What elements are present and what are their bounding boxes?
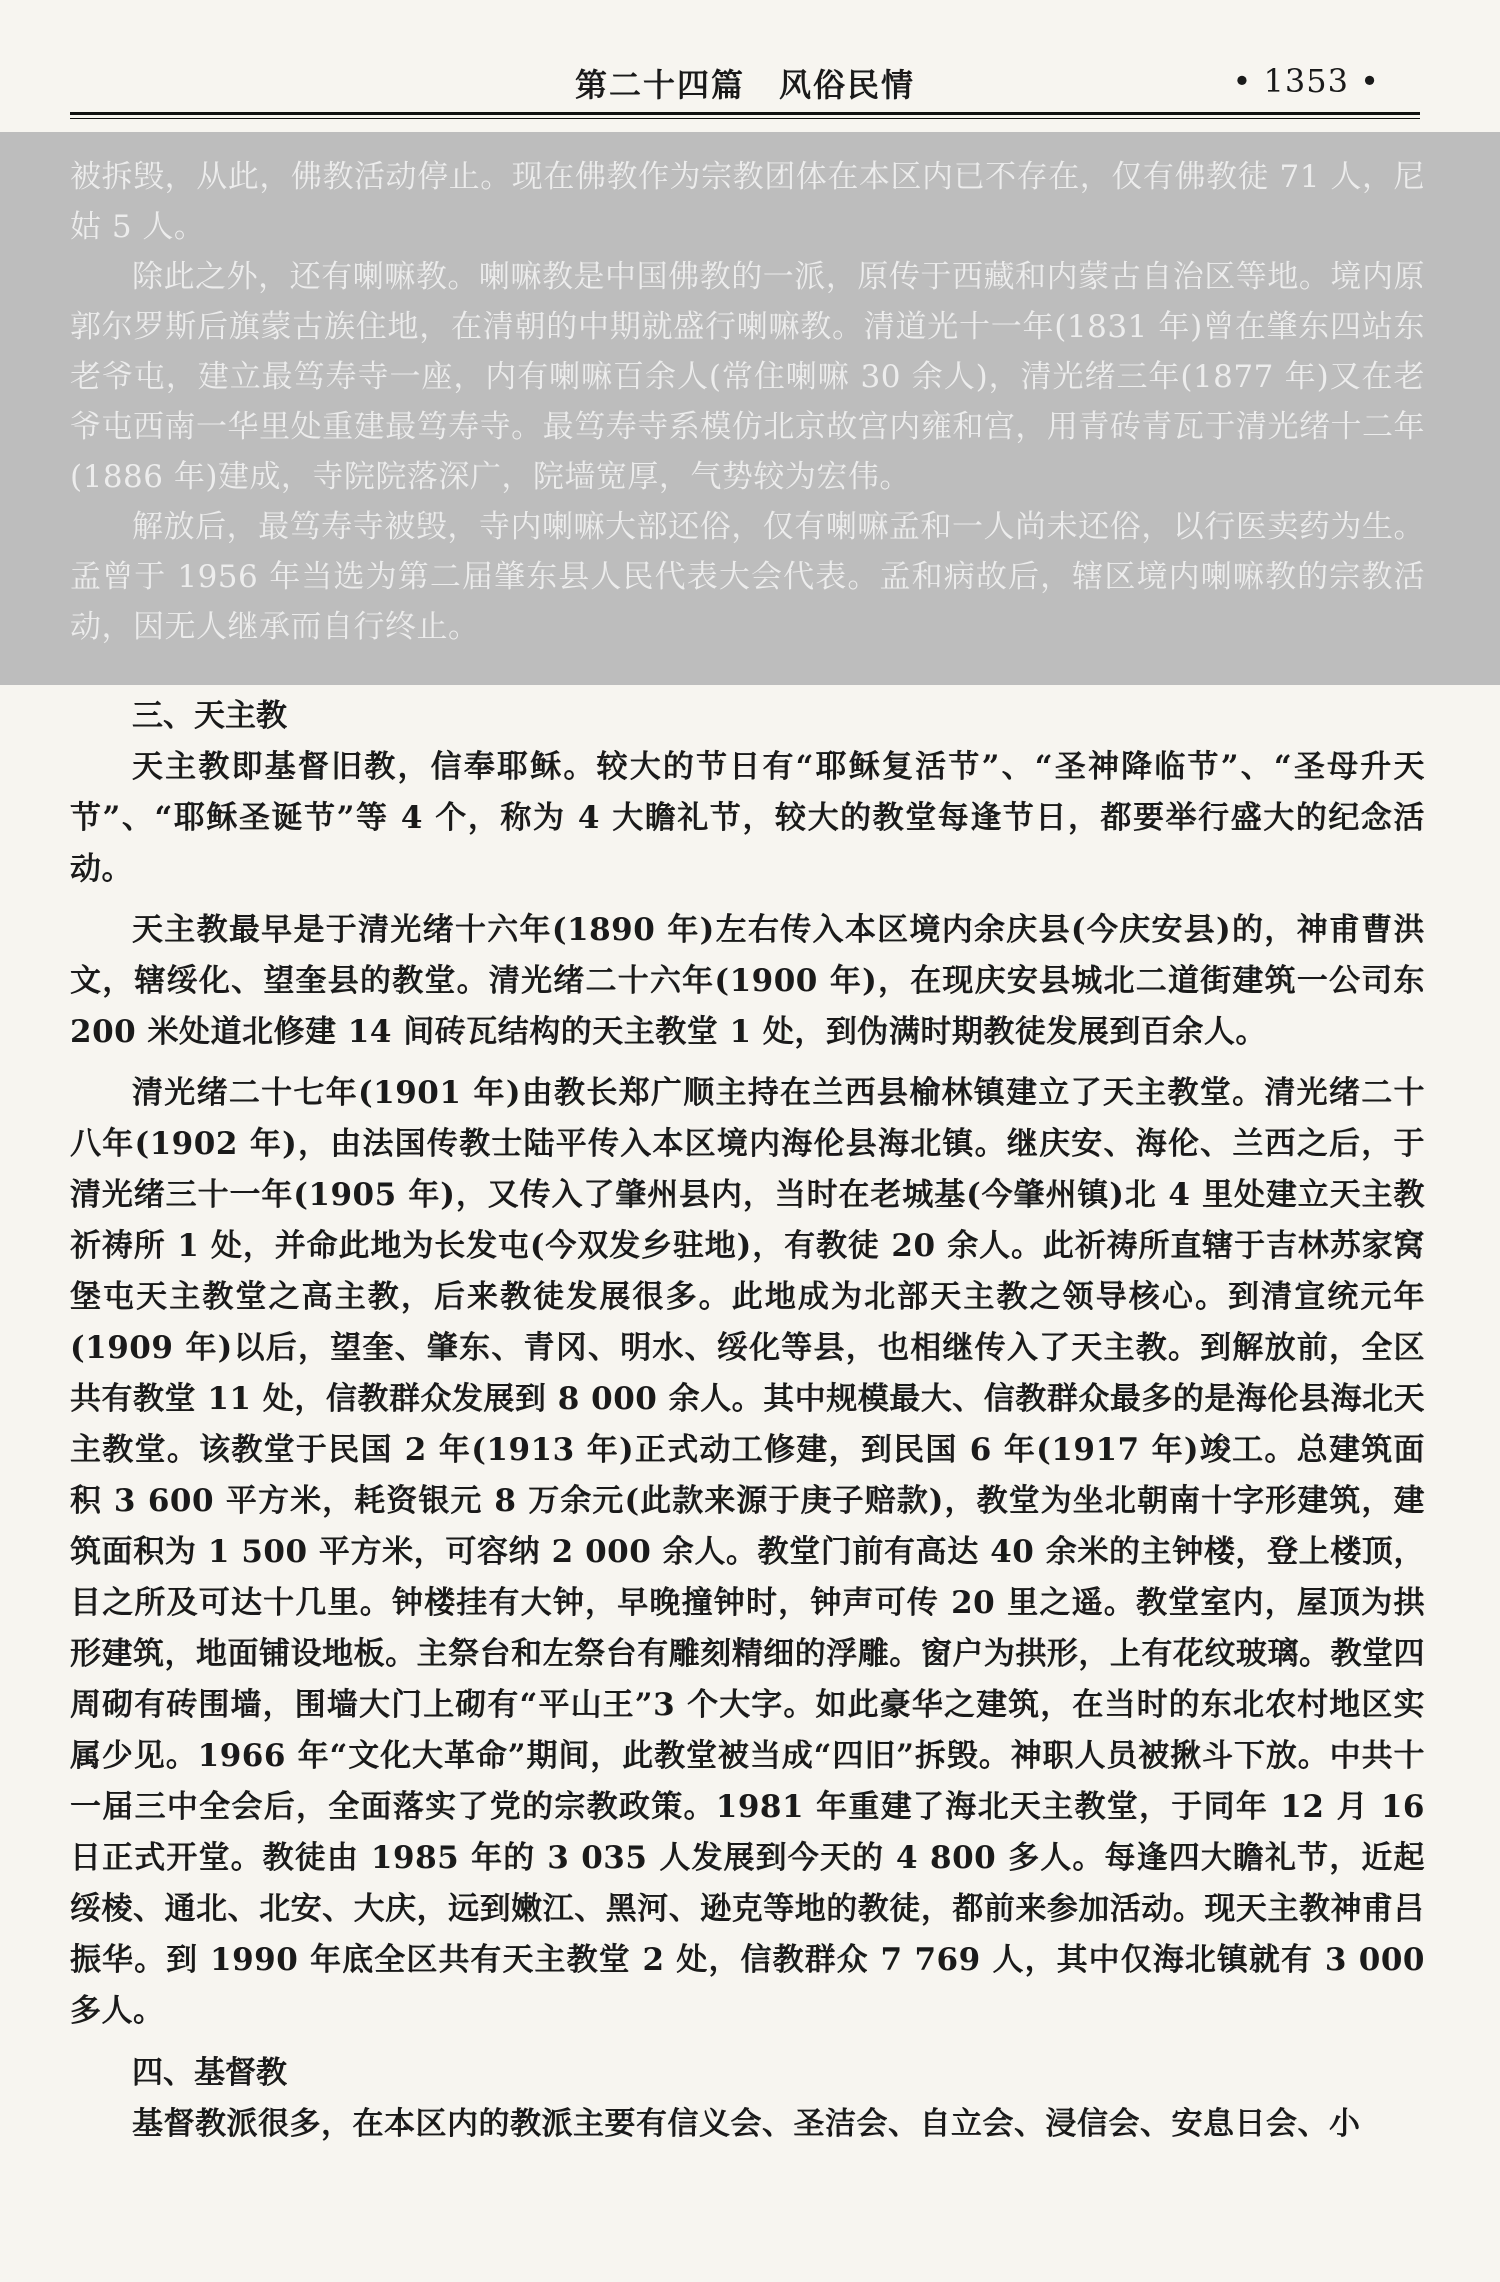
section-heading-catholicism: 三、天主教 <box>132 698 287 734</box>
shaded-text-block <box>70 152 1425 652</box>
main-text <box>70 690 1425 2160</box>
paragraph: 天主教即基督旧教，信奉耶稣。较大的节日有“耶稣复活节”、“圣神降临节”、“圣母升天节”、“耶稣圣诞节”等 4 个，称为 4 大瞻礼节，较大的教堂每逢节日，都要举行盛大的纪念活动。 <box>70 749 1425 887</box>
section-heading-christianity: 四、基督教 <box>132 2055 287 2091</box>
header-rule-thick <box>70 112 1420 115</box>
paragraph: 基督教派很多，在本区内的教派主要有信义会、圣洁会、自立会、浸信会、安息日会、小 <box>132 2106 1361 2142</box>
header-title: 第二十四篇 风俗民情 <box>574 66 915 104</box>
paragraph: 清光绪二十七年(1901 年)由教长郑广顺主持在兰西县榆林镇建立了天主教堂。清光绪二十八年(1902 年)，由法国传教士陆平传入本区境内海伦县海北镇。继庆安、海伦、兰西之后，于清光绪三十一年(1905 年)，又传入了肇州县内，当时在老城基(今肇州镇)北 4 里处建立天主教祈祷所 1 处，并命此地为长发屯(今双发乡驻地)，有教徒 20 余人。此祈祷所直辖于吉林苏家窝堡屯天主教堂之高主教，后来教徒发展很多。此地成为北部天主教之领导核心。到清宣统元年(1909 年)以后，望奎、肇东、青冈、明水、绥化等县，也相继传入了天主教。到解放前，全区共有教堂 11 处，信教群众发展到 8 000 余人。其中规模最大、信教群众最多的是海伦县海北天主教堂。该教堂于民国 2 年(1913 年)正式动工修建，到民国 6 年(1917 年)竣工。总建筑面积 3 600 平方米，耗资银元 8 万余元(此款来源于庚子赔款)，教堂为坐北朝南十字形建筑，建筑面积为 1 500 平方米，可容纳 2 000 余人。教堂门前有高达 40 余米的主钟楼，登上楼顶，目之所及可达十几里。钟楼挂有大钟，早晚撞钟时，钟声可传 20 里之遥。教堂室内，屋顶为拱形建筑，地面铺设地板。主祭台和左祭台有雕刻精细的浮雕。窗户为拱形，上有花纹玻璃。教堂四周砌有砖围墙，围墙大门上砌有“平山王”3 个大字。如此豪华之建筑，在当时的东北农村地区实属少见。1966 年“文化大革命”期间，此教堂被当成“四旧”拆毁。神职人员被揪斗下放。中共十一届三中全会后，全面落实了党的宗教政策。1981 年重建了海北天主教堂，于同年 12 月 16 日正式开堂。教徒由 1985 年的 3 035 人发展到今天的 4 800 多人。每逢四大瞻礼节，近起绥棱、通北、北安、大庆，远到嫩江、黑河、逊克等地的教徒，都前来参加活动。现天主教神甫吕振华。到 1990 年底全区共有天主教堂 2 处，信教群众 7 769 人，其中仅海北镇就有 3 000 多人。 <box>70 1075 1425 2029</box>
page-number: • 1353 • <box>1232 62 1380 100</box>
page-header <box>70 60 1420 110</box>
shaded-paragraph: 除此之外，还有喇嘛教。喇嘛教是中国佛教的一派，原传于西藏和内蒙古自治区等地。境内原郭尔罗斯后旗蒙古族住地，在清朝的中期就盛行喇嘛教。清道光十一年(1831 年)曾在肇东四站东老爷屯，建立最笃寿寺一座，内有喇嘛百余人(常住喇嘛 30 余人)，清光绪三年(1877 年)又在老爷屯西南一华里处重建最笃寿寺。最笃寿寺系模仿北京故宫内雍和宫，用青砖青瓦于清光绪十二年(1886 年)建成，寺院院落深广，院墙宽厚，气势较为宏伟。 <box>70 259 1425 495</box>
paragraph: 天主教最早是于清光绪十六年(1890 年)左右传入本区境内余庆县(今庆安县)的，神甫曹洪文，辖绥化、望奎县的教堂。清光绪二十六年(1900 年)，在现庆安县城北二道街建筑一公司东 200 米处道北修建 14 间砖瓦结构的天主教堂 1 处，到伪满时期教徒发展到百余人。 <box>70 912 1425 1050</box>
shaded-paragraph: 被拆毁，从此，佛教活动停止。现在佛教作为宗教团体在本区内已不存在，仅有佛教徒 71 人，尼姑 5 人。 <box>70 159 1425 245</box>
header-rule-thin <box>70 118 1420 119</box>
shaded-paragraph: 解放后，最笃寿寺被毁，寺内喇嘛大部还俗，仅有喇嘛孟和一人尚未还俗，以行医卖药为生。孟曾于 1956 年当选为第二届肇东县人民代表大会代表。孟和病故后，辖区境内喇嘛教的宗教活动，因无人继承而自行终止。 <box>70 509 1425 645</box>
